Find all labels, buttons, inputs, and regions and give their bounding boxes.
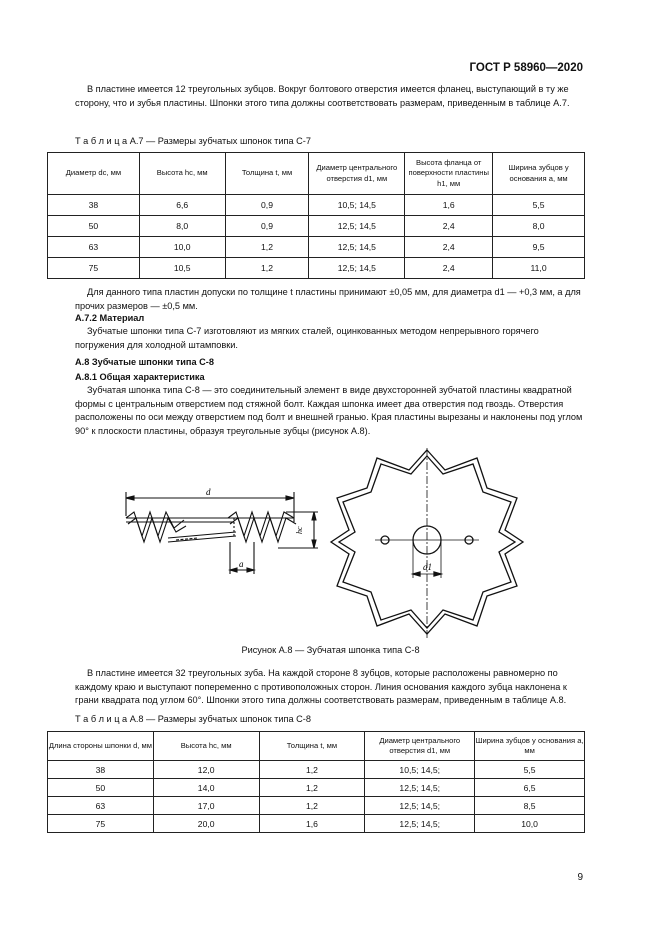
figure-top-view bbox=[327, 442, 527, 642]
intro-paragraph: В пластине имеется 12 треугольных зубцов. Вокруг болтового отверстия имеется фланец, выступающий в ту же сторону, что и зубья пластины. Шпонки этого типа должны соответствовать размерам, приведенным в таблице А.7. bbox=[75, 84, 570, 108]
table-cell: 1,2 bbox=[259, 797, 365, 815]
table-cell: 11,0 bbox=[493, 258, 585, 279]
c8-paragraph: В пластине имеется 32 треугольных зуба. На каждой стороне 8 зубцов, которые расположены равномерно по каждому краю и выступают попеременно с противоположных сторон. Линия основания каждого зубца наклонена к грани квадрата под углом 60°. Шпонки этого типа должны соответствовать размерам, приведенным в таблице А.8. bbox=[75, 668, 567, 705]
table-cell: 63 bbox=[48, 237, 140, 258]
table-cell: 17,0 bbox=[153, 797, 259, 815]
page-number: 9 bbox=[577, 872, 583, 883]
figure-side-view bbox=[118, 488, 333, 583]
table-a7-header: Диаметр центрального отверстия d1, мм bbox=[309, 153, 405, 195]
label-a: a bbox=[239, 559, 244, 569]
table-cell: 10,5; 14,5; bbox=[365, 761, 475, 779]
table-cell: 10,5; 14,5 bbox=[309, 195, 405, 216]
section-a72-heading: А.7.2 Материал bbox=[75, 313, 145, 323]
table-row bbox=[48, 237, 585, 258]
label-hc: hc bbox=[295, 526, 304, 534]
section-a72-text: Зубчатые шпонки типа С-7 изготовляют из мягких сталей, оцинкованных методом непрерывного горячего погружения для холодной штамповки. bbox=[75, 326, 539, 350]
table-row bbox=[48, 216, 585, 237]
table-a7-header: Диаметр dc, мм bbox=[48, 153, 140, 195]
table-row bbox=[48, 815, 585, 833]
table-cell: 75 bbox=[48, 815, 154, 833]
table-cell: 12,5; 14,5 bbox=[309, 258, 405, 279]
table-a8-header: Длина стороны шпонки d, мм bbox=[48, 732, 154, 761]
section-a81-text: Зубчатая шпонка типа С-8 — это соединительный элемент в виде двухсторонней зубчатой пластины квадратной формы с центральным отверстием под стяжной болт. Каждая шпонка имеет два отверстия под гвоздь. Отверстия расположены по оси между отверстием под болт и внешней гранью. Края пластины вырезаны и наклонены под углом 90° к плоскости пластины, образуя треугольные зубцы (рисунок А.8). bbox=[75, 385, 583, 436]
figure-caption: Рисунок А.8 — Зубчатая шпонка типа С-8 bbox=[241, 645, 420, 655]
table-cell: 1,2 bbox=[225, 258, 309, 279]
table-cell: 50 bbox=[48, 216, 140, 237]
table-cell: 12,5; 14,5; bbox=[365, 797, 475, 815]
table-cell: 10,5 bbox=[139, 258, 225, 279]
table-cell: 14,0 bbox=[153, 779, 259, 797]
table-cell: 12,5; 14,5; bbox=[365, 779, 475, 797]
table-row bbox=[48, 797, 585, 815]
table-cell: 38 bbox=[48, 195, 140, 216]
table-cell: 1,2 bbox=[225, 237, 309, 258]
table-a7 bbox=[47, 152, 585, 279]
table-row bbox=[48, 258, 585, 279]
table-cell: 2,4 bbox=[405, 237, 493, 258]
table-cell: 2,4 bbox=[405, 216, 493, 237]
table-a8-header: Ширина зубцов у основания a, мм bbox=[475, 732, 585, 761]
table-cell: 6,6 bbox=[139, 195, 225, 216]
table-cell: 12,5; 14,5 bbox=[309, 216, 405, 237]
table-cell: 9,5 bbox=[493, 237, 585, 258]
section-a8-heading: А.8 Зубчатые шпонки типа С-8 bbox=[75, 357, 214, 367]
table-a8-header: Диаметр центрального отверстия d1, мм bbox=[365, 732, 475, 761]
table-cell: 8,0 bbox=[493, 216, 585, 237]
table-cell: 1,2 bbox=[259, 761, 365, 779]
table-cell: 63 bbox=[48, 797, 154, 815]
table-cell: 38 bbox=[48, 761, 154, 779]
table-row bbox=[48, 761, 585, 779]
table-cell: 10,0 bbox=[139, 237, 225, 258]
table-cell: 0,9 bbox=[225, 195, 309, 216]
table-cell: 1,6 bbox=[259, 815, 365, 833]
section-a81-heading: А.8.1 Общая характеристика bbox=[75, 372, 205, 382]
table-a7-title: Т а б л и ц а А.7 — Размеры зубчатых шпонок типа С-7 bbox=[75, 136, 311, 146]
table-cell: 5,5 bbox=[493, 195, 585, 216]
table-a7-header: Толщина t, мм bbox=[225, 153, 309, 195]
table-cell: 75 bbox=[48, 258, 140, 279]
table-cell: 12,5; 14,5 bbox=[309, 237, 405, 258]
table-cell: 50 bbox=[48, 779, 154, 797]
table-row bbox=[48, 195, 585, 216]
table-cell: 8,5 bbox=[475, 797, 585, 815]
table-cell: 12,0 bbox=[153, 761, 259, 779]
tolerance-paragraph: Для данного типа пластин допуски по толщине t пластины принимают ±0,05 мм, для диаметра d1 — +0,3 мм, а для прочих размеров — ±0,5 мм. bbox=[75, 287, 581, 311]
table-row bbox=[48, 779, 585, 797]
table-a7-header: Высота hc, мм bbox=[139, 153, 225, 195]
table-cell: 1,2 bbox=[259, 779, 365, 797]
table-a8-header: Толщина t, мм bbox=[259, 732, 365, 761]
table-cell: 6,5 bbox=[475, 779, 585, 797]
table-cell: 0,9 bbox=[225, 216, 309, 237]
table-cell: 8,0 bbox=[139, 216, 225, 237]
table-a7-header: Ширина зубцов у основания a, мм bbox=[493, 153, 585, 195]
table-cell: 5,5 bbox=[475, 761, 585, 779]
table-a8 bbox=[47, 731, 585, 833]
label-d: d bbox=[206, 488, 211, 497]
table-a7-header: Высота фланца от поверхности пластины h1, мм bbox=[405, 153, 493, 195]
table-cell: 1,6 bbox=[405, 195, 493, 216]
label-d1: d1 bbox=[423, 562, 432, 572]
table-cell: 12,5; 14,5; bbox=[365, 815, 475, 833]
table-cell: 10,0 bbox=[475, 815, 585, 833]
table-a8-title: Т а б л и ц а А.8 — Размеры зубчатых шпонок типа С-8 bbox=[75, 714, 311, 724]
table-cell: 2,4 bbox=[405, 258, 493, 279]
document-id: ГОСТ Р 58960—2020 bbox=[469, 62, 583, 74]
table-cell: 20,0 bbox=[153, 815, 259, 833]
table-a8-header: Высота hc, мм bbox=[153, 732, 259, 761]
